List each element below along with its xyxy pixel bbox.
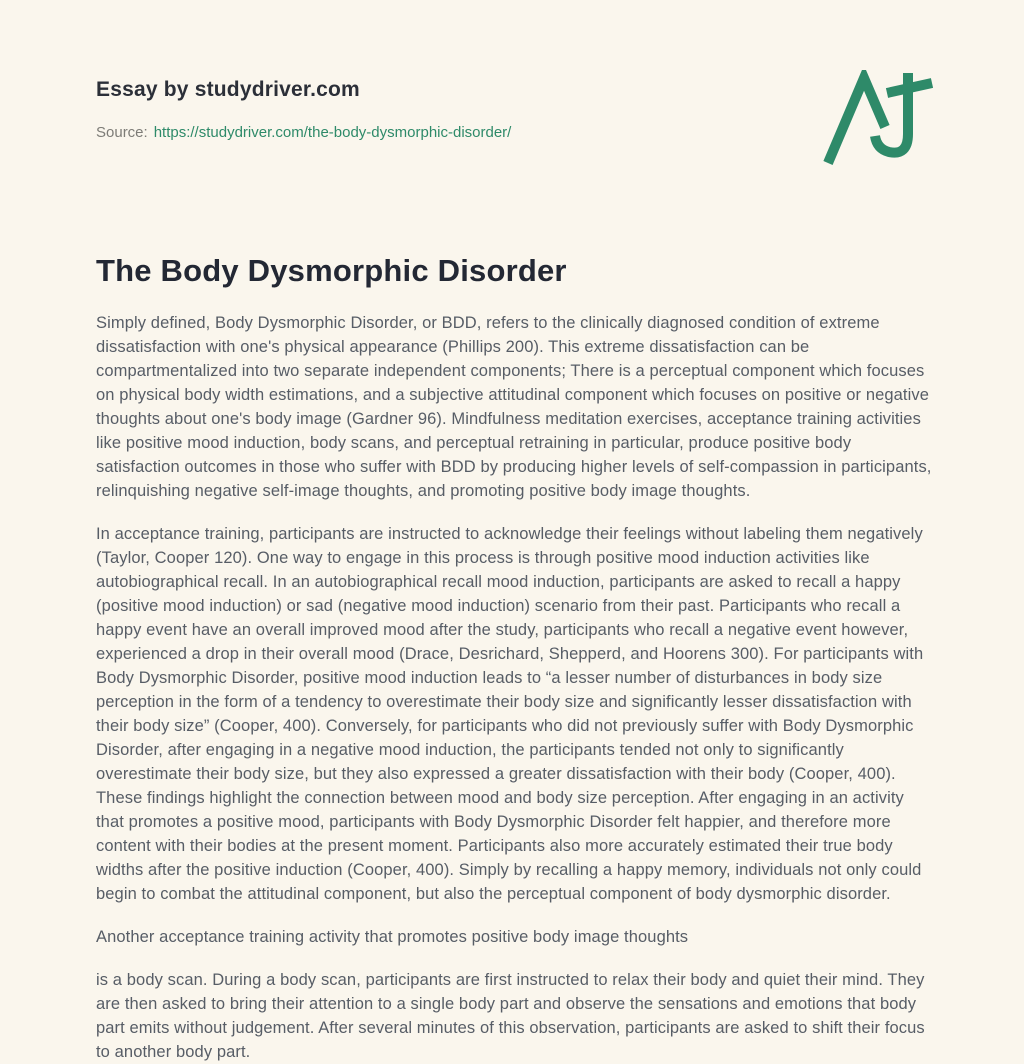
essay-title: The Body Dysmorphic Disorder <box>96 253 567 288</box>
essay-paragraph-1: Simply defined, Body Dysmorphic Disorder, or BDD, refers to the clinically diagnosed condition of extreme dissatisfaction with one's physical appearance (Phillips 200). This extreme dissatisfaction can be compartmentalized into two separate independent components; There is a perceptual component which focuses on physical body width estimations, and a subjective attitudinal component which focuses on positive or negative thoughts about one's body image (Gardner 96). Mindfulness meditation exercises, acceptance training activities like positive mood induction, body scans, and perceptual retraining in particular, produce positive body satisfaction outcomes in those who suffer with BDD by producing higher levels of self-compassion in participants, relinquishing negative self-image thoughts, and promoting positive body image thoughts. <box>96 314 932 500</box>
essay-paragraph-4: is a body scan. During a body scan, participants are first instructed to relax their body and quiet their mind. They are then asked to bring their attention to a single body part and observe the sensations and emotions that body part emits without judgement. After several minutes of this observation, participants are asked to shift their focus to another body part. <box>96 971 925 1061</box>
source-line <box>96 124 934 141</box>
studydriver-a-plus-logo-icon <box>822 70 940 166</box>
source-url-link[interactable]: https://studydriver.com/the-body-dysmorphic-disorder/ <box>153 124 512 141</box>
source-label: Source: <box>96 124 148 141</box>
essay-byline: Essay by studydriver.com <box>96 78 360 101</box>
essay-paragraph-2: In acceptance training, participants are instructed to acknowledge their feelings without labeling them negatively (Taylor, Cooper 120). One way to engage in this process is through positive mood induction activities like autobiographical recall. In an autobiographical recall mood induction, participants are asked to recall a happy (positive mood induction) or sad (negative mood induction) scenario from their past. Participants who recall a happy event have an overall improved mood after the study, participants who recall a negative event however, experienced a drop in their overall mood (Drace, Desrichard, Shepperd, and Hoorens 300). For participants with Body Dysmorphic Disorder, positive mood induction leads to “a lesser number of disturbances in body size perception in the form of a tendency to overestimate their body size and significantly lesser dissatisfaction with their body size” (Cooper, 400). Conversely, for participants who did not previously suffer with Body Dysmorphic Disorder, after engaging in a negative mood induction, the participants tended not only to significantly overestimate their body size, but they also expressed a greater dissatisfaction with their body (Cooper, 400). These findings highlight the connection between mood and body size perception. After engaging in an activity that promotes a positive mood, participants with Body Dysmorphic Disorder felt happier, and therefore more content with their bodies at the present moment. Participants also more accurately estimated their true body widths after the positive induction (Cooper, 400). Simply by recalling a happy memory, individuals not only could begin to combat the attitudinal component, but also the perceptual component of body dysmorphic disorder. <box>96 525 924 903</box>
essay-paragraph-3: Another acceptance training activity that promotes positive body image thoughts <box>96 928 689 946</box>
